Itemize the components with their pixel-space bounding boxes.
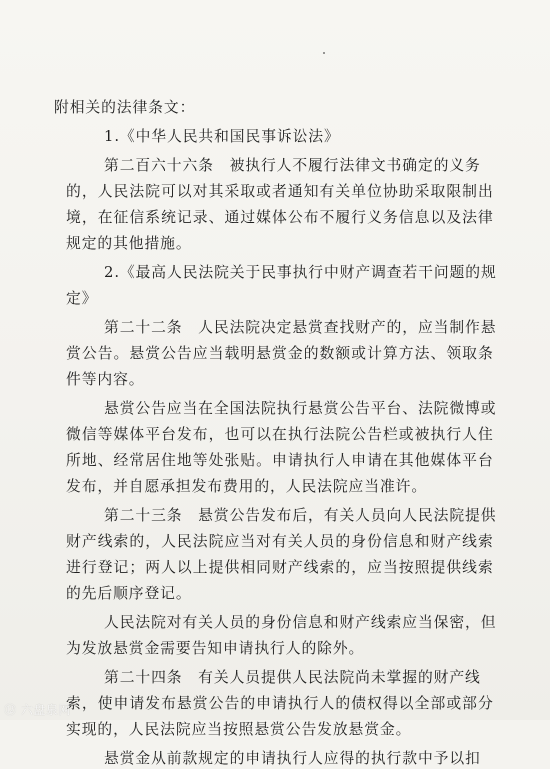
text-line: 附相关的法律条文：: [54, 99, 196, 116]
text-line: 第二十四条 有关人员提供人民法院尚未掌握的财产线: [104, 669, 481, 686]
text-line: 第二十二条 人民法院决定悬赏查找财产的，应当制作悬: [104, 319, 497, 336]
text-line: 悬赏金从前款规定的申请执行人应得的执行款中予以扣: [104, 750, 481, 767]
watermark: ⑫ 六盘泉网: [4, 703, 71, 717]
text-line: 发布，并自愿承担发布费用的，人民法院应当准许。: [66, 478, 428, 495]
text-line: 第二百六十六条 被执行人不履行法律文书确定的义务: [104, 157, 481, 174]
text-line: 的，人民法院可以对其采取或者通知有关单位协助采取限制出: [66, 183, 494, 200]
text-line: 定》: [66, 290, 98, 307]
text-line: 进行登记；两人以上提供相同财产线索的，应当按照提供线索: [66, 559, 494, 576]
text-line: 悬赏公告应当在全国法院执行悬赏公告平台、法院微博或: [104, 400, 497, 417]
text-line: 2.《最高人民法院关于民事执行中财产调查若干问题的规: [104, 264, 497, 281]
text-line: 为发放悬赏金需要告知申请执行人的除外。: [66, 640, 365, 657]
page-speck: [323, 52, 325, 54]
text-line: 件等内容。: [66, 371, 145, 388]
text-line: 实现的，人民法院应当按照悬赏公告发放悬赏金。: [66, 721, 412, 738]
text-line: 境，在征信系统记录、通过媒体公布不履行义务信息以及法律: [66, 209, 494, 226]
text-line: 财产线索的，人民法院应当对有关人员的身份信息和财产线索: [66, 533, 494, 550]
text-line: 规定的其他措施。: [66, 235, 192, 252]
text-line: 的先后顺序登记。: [66, 585, 192, 602]
text-line: 1.《中华人民共和国民事诉讼法》: [104, 128, 340, 145]
text-line: 人民法院对有关人员的身份信息和财产线索应当保密，但: [104, 614, 497, 631]
text-line: 赏公告。悬赏公告应当载明悬赏金的数额或计算方法、领取条: [66, 345, 494, 362]
text-line: 所地、经常居住地等处张贴。申请执行人申请在其他媒体平台: [66, 452, 494, 469]
text-line: 微信等媒体平台发布，也可以在执行法院公告栏或被执行人住: [66, 426, 494, 443]
text-line: 第二十三条 悬赏公告发布后，有关人员向人民法院提供: [104, 507, 497, 524]
text-line: 索，使申请发布悬赏公告的申请执行人的债权得以全部或部分: [66, 695, 494, 712]
